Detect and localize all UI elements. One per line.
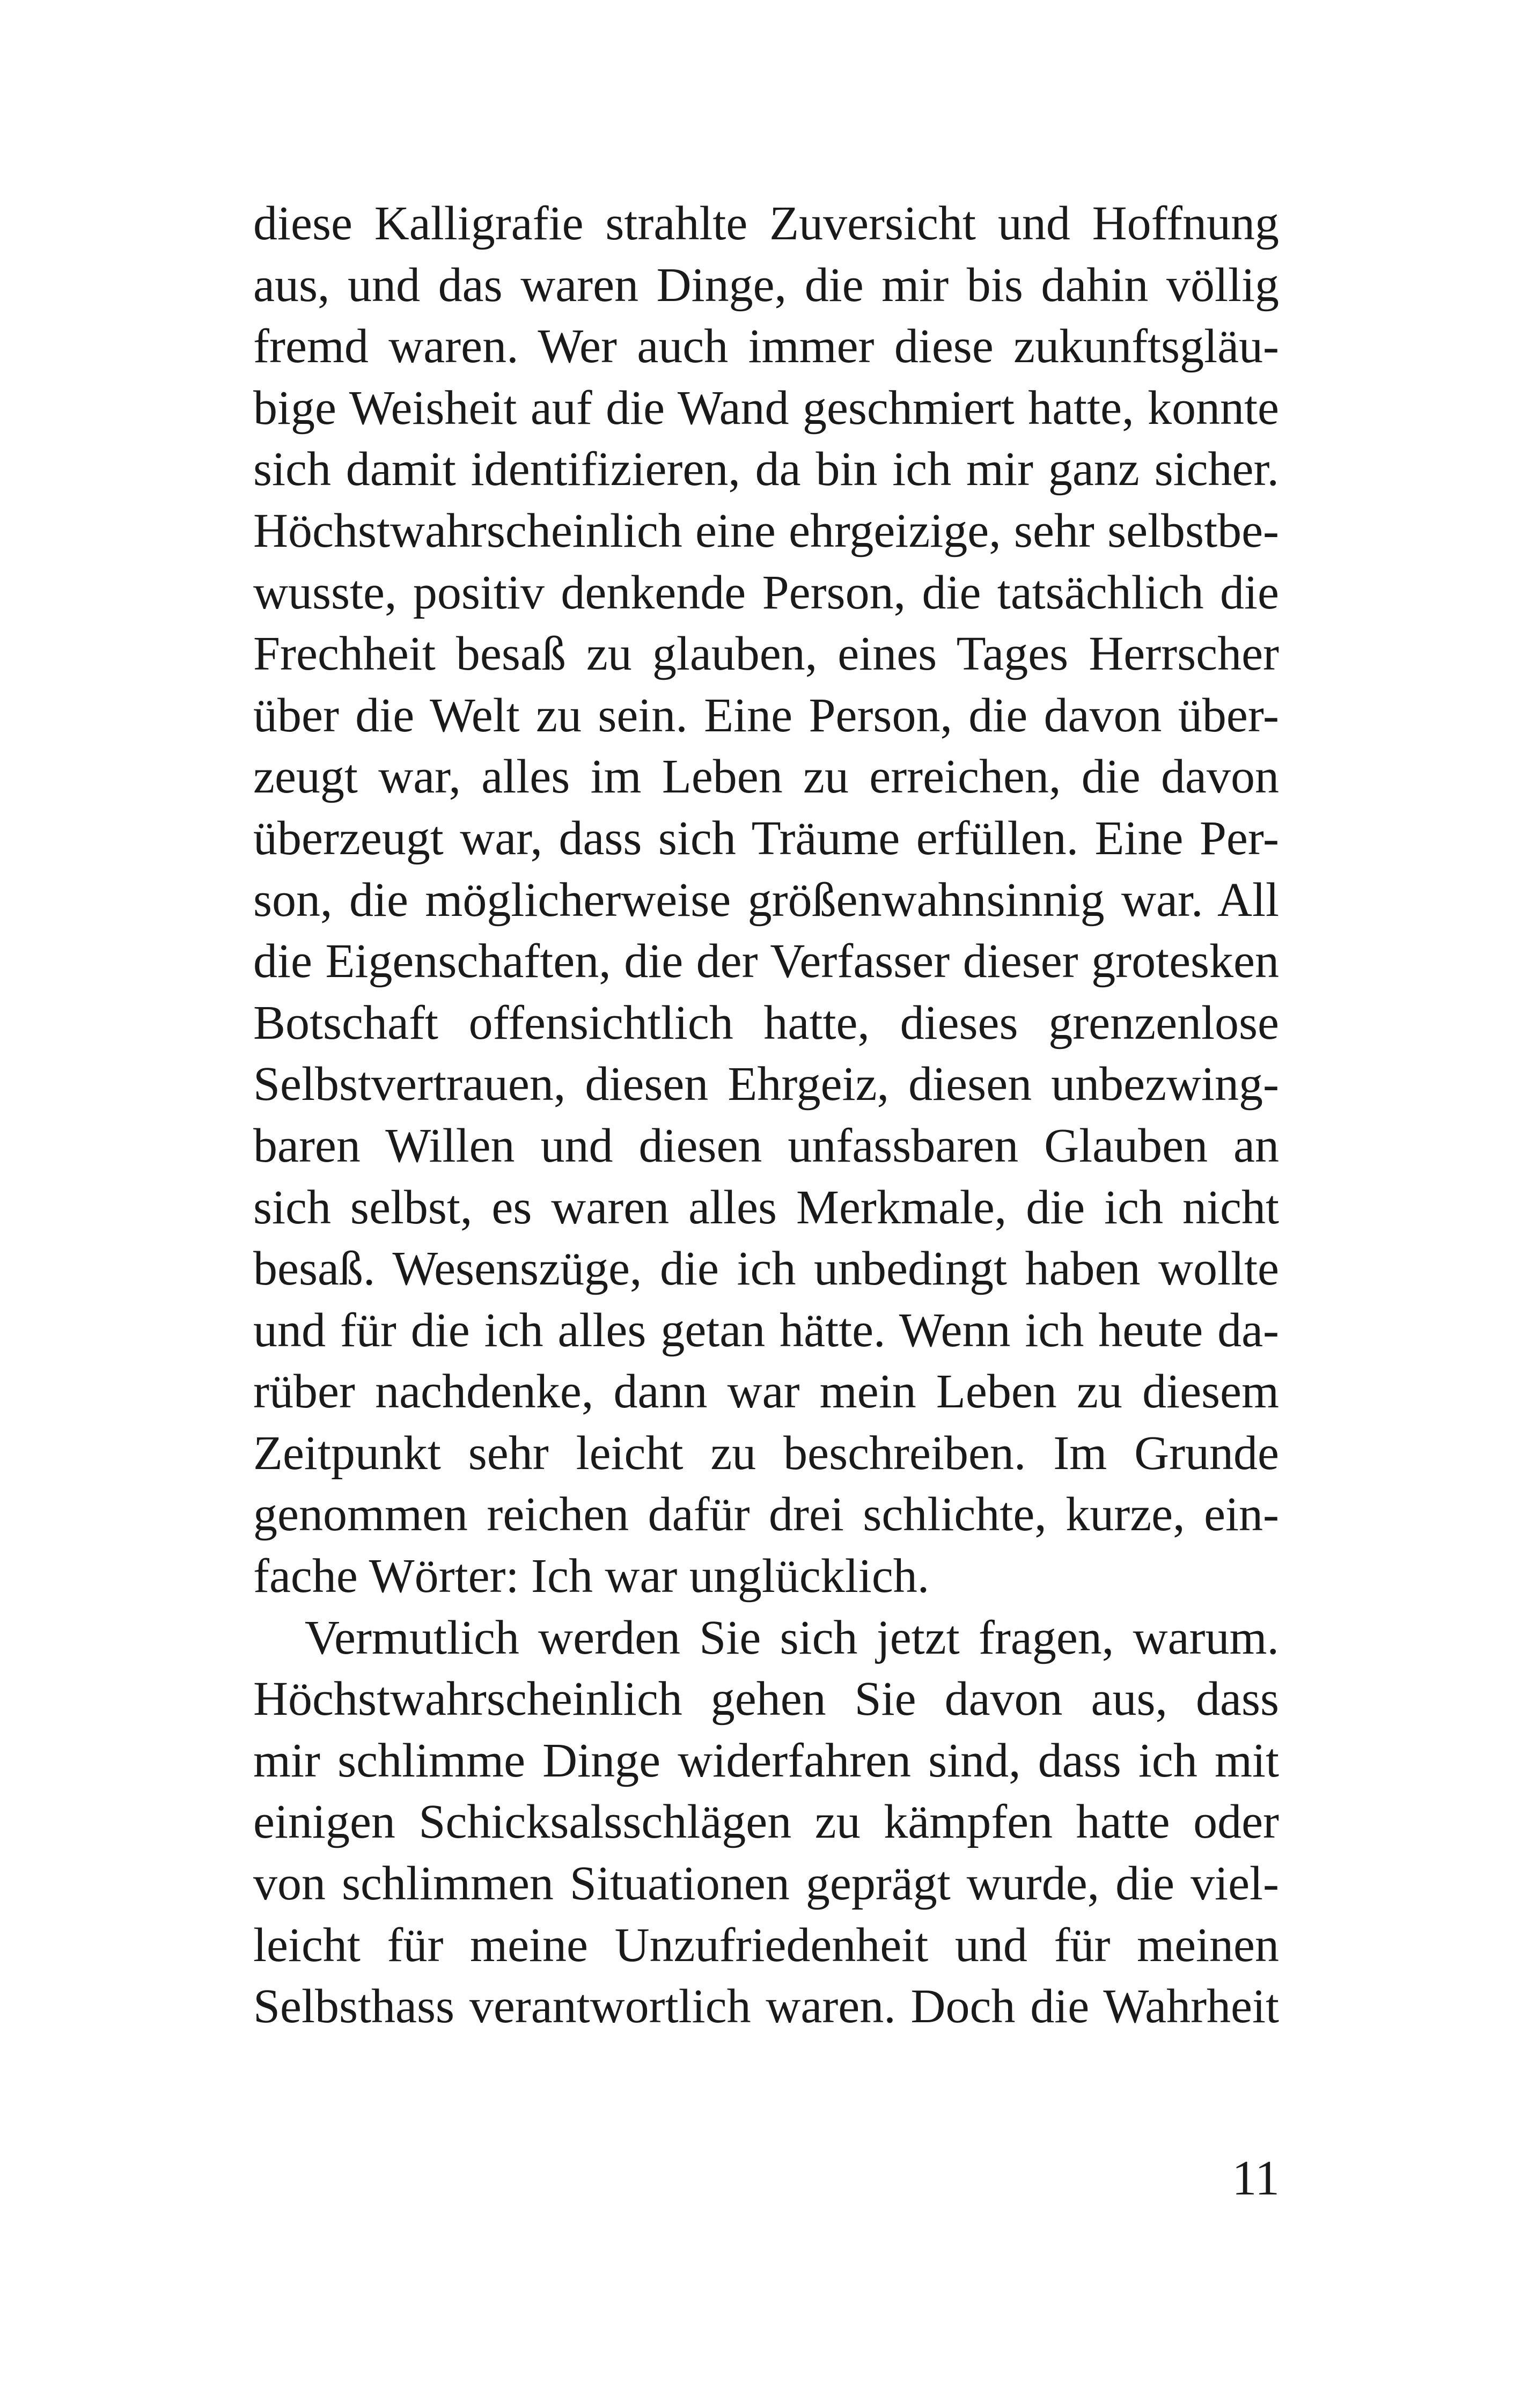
paragraph-1 (253, 193, 1279, 1607)
text-line: sich selbst, es waren alles Merkmale, die ich nicht (253, 1180, 1279, 1234)
text-line: rüber nachdenke, dann war mein Leben zu diesem (253, 1365, 1279, 1419)
body-text (253, 193, 1279, 2038)
text-line: leicht für meine Unzufriedenheit und für meinen (253, 1918, 1279, 1972)
text-line: Zeitpunkt sehr leicht zu beschreiben. Im Grunde (253, 1426, 1279, 1480)
text-line: son, die möglicherweise größenwahnsinnig war. All (253, 873, 1279, 927)
text-line: über die Welt zu sein. Eine Person, die davon über- (253, 688, 1279, 742)
text-line: Höchstwahrscheinlich eine ehrgeizige, sehr selbstbe- (253, 504, 1279, 557)
text-line: die Eigenschaften, die der Verfasser dieser grotesken (253, 935, 1279, 988)
text-line: von schlimmen Situationen geprägt wurde, die viel- (253, 1857, 1279, 1911)
text-line: Selbstvertrauen, diesen Ehrgeiz, diesen unbezwing- (253, 1058, 1279, 1111)
text-line: überzeugt war, dass sich Träume erfüllen. Eine Per- (253, 811, 1279, 865)
text-line: genommen reichen dafür drei schlichte, kurze, ein- (253, 1488, 1279, 1541)
text-line: aus, und das waren Dinge, die mir bis dahin völlig (253, 258, 1279, 312)
text-line: diese Kalligrafie strahlte Zuversicht und Hoffnung (253, 197, 1279, 250)
text-line: wusste, positiv denkende Person, die tatsächlich die (253, 566, 1279, 619)
text-line: mir schlimme Dinge widerfahren sind, dass ich mit (253, 1734, 1279, 1787)
text-line: bige Weisheit auf die Wand geschmiert hatte, konnte (253, 381, 1279, 435)
text-line: Höchstwahrscheinlich gehen Sie davon aus, dass (253, 1672, 1279, 1726)
text-line: zeugt war, alles im Leben zu erreichen, die davon (253, 750, 1279, 804)
page-number: 11 (1232, 2150, 1280, 2205)
text-line: fremd waren. Wer auch immer diese zukunftsgläu- (253, 320, 1279, 373)
text-line: baren Willen und diesen unfassbaren Glauben an (253, 1119, 1279, 1172)
text-line: sich damit identifizieren, da bin ich mir ganz sicher. (253, 443, 1279, 496)
text-line: und für die ich alles getan hätte. Wenn ich heute da- (253, 1303, 1279, 1357)
text-line: besaß. Wesenszüge, die ich unbedingt haben wollte (253, 1242, 1279, 1296)
text-line: Selbsthass verantwortlich waren. Doch die Wahrheit (253, 1980, 1279, 2033)
text-line: Vermutlich werden Sie sich jetzt fragen, warum. (305, 1611, 1279, 1664)
text-line: fache Wörter: Ich war unglücklich. (253, 1550, 930, 1603)
paragraph-2 (253, 1607, 1279, 2038)
text-line: Botschaft offensichtlich hatte, dieses grenzenlose (253, 996, 1279, 1049)
text-line: Frechheit besaß zu glauben, eines Tages Herrscher (253, 627, 1279, 681)
text-line: einigen Schicksalsschlägen zu kämpfen hatte oder (253, 1795, 1279, 1849)
